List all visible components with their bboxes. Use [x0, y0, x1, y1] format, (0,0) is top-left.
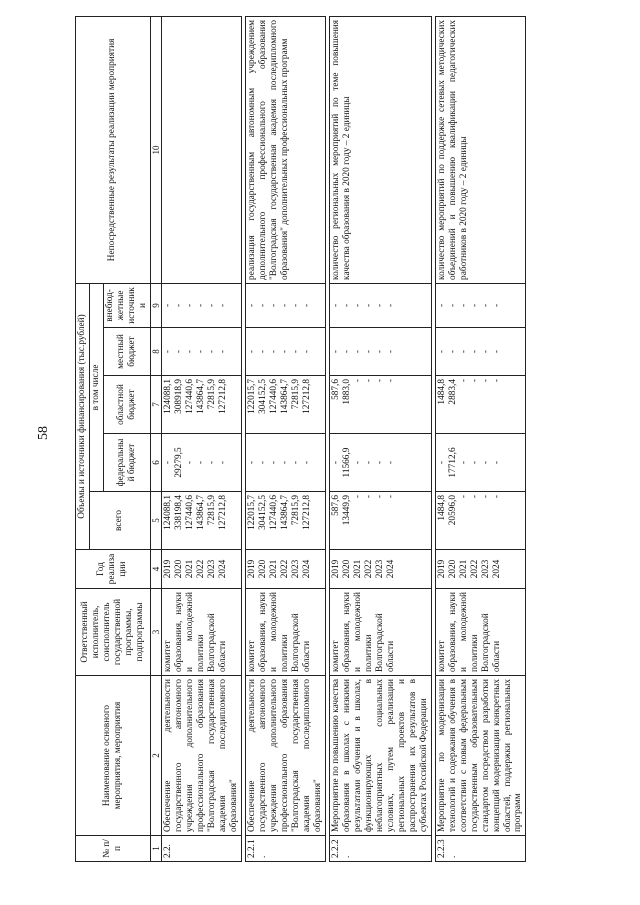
row-regional — [329, 376, 431, 434]
row-local-value: - — [469, 349, 480, 354]
row-regional-value: - — [469, 379, 480, 383]
table-row — [246, 16, 326, 861]
row-years-value: 2024 — [302, 559, 313, 579]
header-federal: федеральный бюджет — [103, 434, 150, 492]
row-regional — [435, 376, 526, 434]
row-result: количество мероприятий по поддержке сетевых методических объединений и повышению квалификации педагогических работников в 2020 году – 2 единицы — [435, 16, 526, 283]
row-regional-value: - — [385, 379, 396, 383]
row-responsible: комитет образования, науки и молодежной политики Волгоградской области — [329, 589, 431, 676]
row-federal-value: - — [385, 460, 396, 465]
row-regional-value: - — [458, 379, 469, 383]
row-regional-value: - — [480, 379, 491, 383]
row-extra — [329, 283, 431, 327]
row-responsible: комитет образования, науки и молодежной политики Волгоградской области — [246, 589, 326, 676]
row-regional-value: 124088,1 — [163, 379, 174, 414]
row-years-value: 2019 — [330, 559, 341, 579]
header-results: Непосредственные результаты реализации мероприятия — [76, 16, 151, 283]
row-years-value: 2023 — [480, 559, 491, 579]
row-local-value: - — [163, 349, 174, 354]
row-years-value: 2021 — [458, 559, 469, 579]
row-local-value: - — [247, 349, 258, 354]
row-federal-value: - — [436, 460, 447, 465]
row-extra-value: - — [269, 303, 280, 308]
row-federal-value: - — [207, 460, 218, 465]
row-local-value: - — [258, 349, 269, 354]
col-number: 2 — [150, 676, 162, 836]
row-local-value: - — [436, 349, 447, 354]
rotated-sheet — [75, 17, 610, 862]
row-regional-value: - — [374, 379, 385, 383]
row-local-value: - — [207, 349, 218, 354]
row-regional-value: 143864,7 — [196, 379, 207, 414]
row-federal — [435, 434, 526, 492]
row-total-value: 122015,7 — [247, 495, 258, 530]
row-name: Обеспечение деятельности государственного автономного учреждения дополнительного профессионального образования "Волгоградская государственная академия последипломного образования" — [246, 676, 326, 836]
row-extra-value: - — [280, 303, 291, 308]
row-regional-value: 72815,9 — [207, 379, 218, 410]
row-total-value: 72815,9 — [291, 495, 302, 526]
row-total-value: 304152,5 — [258, 495, 269, 530]
row-regional-value: 72815,9 — [291, 379, 302, 410]
row-local-value: - — [185, 349, 196, 354]
row-extra — [246, 283, 326, 327]
row-regional-value: - — [352, 379, 363, 383]
row-total — [435, 492, 526, 550]
row-local-value: - — [458, 349, 469, 354]
col-number: 7 — [150, 376, 162, 434]
row-years-value: 2022 — [363, 559, 374, 579]
table-row — [162, 16, 242, 861]
row-extra-value: - — [436, 303, 447, 308]
row-total — [329, 492, 431, 550]
row-result: количество региональных мероприятий по теме повышения качества образования в 2020 году – 2 единицы — [329, 16, 431, 283]
row-extra-value: - — [330, 303, 341, 308]
row-federal-value: 29279,5 — [174, 447, 185, 478]
row-regional-value: 1883,0 — [341, 379, 352, 405]
row-local-value: - — [480, 349, 491, 354]
row-regional-value: 2883,4 — [447, 379, 458, 405]
row-local-value: - — [385, 349, 396, 354]
column-number-row — [150, 16, 162, 861]
row-extra-value: - — [480, 303, 491, 308]
row-total — [162, 492, 242, 550]
row-regional-value: 127440,6 — [269, 379, 280, 414]
row-years — [162, 550, 242, 589]
row-extra-value: - — [447, 303, 458, 308]
row-years-value: 2021 — [352, 559, 363, 579]
row-federal-value: - — [302, 460, 313, 465]
row-extra-value: - — [163, 303, 174, 308]
row-federal-value: - — [247, 460, 258, 465]
row-regional-value: 1484,8 — [436, 379, 447, 405]
row-local-value: - — [352, 349, 363, 354]
row-extra-value: - — [341, 303, 352, 308]
row-local-value: - — [174, 349, 185, 354]
row-total-value: 143864,7 — [280, 495, 291, 530]
row-extra-value: - — [196, 303, 207, 308]
row-regional-value: 308918,9 — [174, 379, 185, 414]
row-local — [246, 328, 326, 376]
row-extra-value: - — [291, 303, 302, 308]
row-regional-value: 143864,7 — [280, 379, 291, 414]
row-local-value: - — [291, 349, 302, 354]
row-extra-value: - — [258, 303, 269, 308]
row-regional-value: 304152,5 — [258, 379, 269, 414]
row-local-value: - — [269, 349, 280, 354]
row-federal-value: - — [280, 460, 291, 465]
row-local-value: - — [280, 349, 291, 354]
row-local-value: - — [363, 349, 374, 354]
row-federal-value: 11566,9 — [341, 447, 352, 478]
row-years — [435, 550, 526, 589]
row-total-value: 338198,4 — [174, 495, 185, 530]
header-num: № п/п — [76, 836, 151, 862]
row-id: 2.2. — [162, 836, 242, 862]
row-years-value: 2024 — [385, 559, 396, 579]
row-total-value: 127212,8 — [302, 495, 313, 530]
col-number: 5 — [150, 492, 162, 550]
row-years-value: 2022 — [196, 559, 207, 579]
row-years — [246, 550, 326, 589]
row-total-value: 124088,1 — [163, 495, 174, 530]
row-responsible: комитет образования, науки и молодежной политики Волгоградской области — [162, 589, 242, 676]
row-extra-value: - — [374, 303, 385, 308]
row-responsible: комитет образования, науки и молодежной политики Волгоградской области — [435, 589, 526, 676]
row-regional-value: - — [491, 379, 502, 383]
row-total-value: - — [385, 495, 396, 499]
row-local-value: - — [302, 349, 313, 354]
row-local-value: - — [341, 349, 352, 354]
row-extra-value: - — [218, 303, 229, 308]
row-years-value: 2019 — [247, 559, 258, 579]
row-total-value: 127212,8 — [218, 495, 229, 530]
row-total-value: 1484,8 — [436, 495, 447, 521]
row-total-value: - — [352, 495, 363, 499]
row-extra-value: - — [207, 303, 218, 308]
row-total-value: - — [458, 495, 469, 499]
row-federal-value: - — [330, 460, 341, 465]
row-local-value: - — [196, 349, 207, 354]
row-years-value: 2022 — [469, 559, 480, 579]
funding-table — [75, 16, 526, 862]
row-total — [246, 492, 326, 550]
row-local-value: - — [447, 349, 458, 354]
row-local-value: - — [374, 349, 385, 354]
table-row — [329, 16, 431, 861]
row-extra-value: - — [363, 303, 374, 308]
row-federal — [162, 434, 242, 492]
row-regional — [246, 376, 326, 434]
row-years-value: 2020 — [447, 559, 458, 579]
row-federal-value: - — [352, 460, 363, 465]
row-years — [329, 550, 431, 589]
row-local-value: - — [330, 349, 341, 354]
row-total-value: 127440,6 — [269, 495, 280, 530]
row-years-value: 2021 — [185, 559, 196, 579]
col-number: 6 — [150, 434, 162, 492]
row-id: 2.2.1. — [246, 836, 326, 862]
row-regional-value: - — [363, 379, 374, 383]
row-federal-value: - — [469, 460, 480, 465]
row-years-value: 2024 — [491, 559, 502, 579]
row-extra-value: - — [458, 303, 469, 308]
row-regional-value: 127212,8 — [218, 379, 229, 414]
header-year: Год реализации — [76, 550, 151, 589]
row-local-value: - — [491, 349, 502, 354]
col-number: 4 — [150, 550, 162, 589]
col-number: 9 — [150, 283, 162, 327]
table-row — [435, 16, 526, 861]
row-years-value: 2023 — [207, 559, 218, 579]
header-name: Наименование основного мероприятия, мероприятия — [76, 676, 151, 836]
col-number: 1 — [150, 836, 162, 862]
row-federal-value: - — [458, 460, 469, 465]
header-regional: областной бюджет — [103, 376, 150, 434]
row-total-value: - — [374, 495, 385, 499]
row-extra-value: - — [352, 303, 363, 308]
row-years-value: 2019 — [163, 559, 174, 579]
row-total-value: - — [491, 495, 502, 499]
row-federal-value: - — [491, 460, 502, 465]
row-years-value: 2023 — [374, 559, 385, 579]
row-regional — [162, 376, 242, 434]
header-local: местный бюджет — [103, 328, 150, 376]
row-federal-value: - — [291, 460, 302, 465]
row-federal-value: - — [363, 460, 374, 465]
row-id: 2.2.2. — [329, 836, 431, 862]
row-extra-value: - — [185, 303, 196, 308]
row-years-value: 2020 — [174, 559, 185, 579]
row-years-value: 2023 — [291, 559, 302, 579]
row-extra-value: - — [385, 303, 396, 308]
row-years-value: 2020 — [341, 559, 352, 579]
row-id: 2.2.3. — [435, 836, 526, 862]
row-federal-value: - — [374, 460, 385, 465]
row-regional-value: 587,6 — [330, 379, 341, 400]
row-years-value: 2024 — [218, 559, 229, 579]
row-years-value: 2020 — [258, 559, 269, 579]
row-federal-value: 17712,6 — [447, 447, 458, 478]
row-total-value: 20596,0 — [447, 495, 458, 526]
col-number: 8 — [150, 328, 162, 376]
row-extra-value: - — [247, 303, 258, 308]
row-extra-value: - — [174, 303, 185, 308]
row-extra — [435, 283, 526, 327]
row-extra-value: - — [491, 303, 502, 308]
row-total-value: 13449,9 — [341, 495, 352, 526]
row-total-value: 143864,7 — [196, 495, 207, 530]
page-number: 58 — [36, 426, 51, 440]
row-total-value: - — [469, 495, 480, 499]
row-federal-value: - — [269, 460, 280, 465]
row-total-value: 72815,9 — [207, 495, 218, 526]
header-responsible: Ответственный исполнитель, соисполнитель государственной программы, подпрограммы — [76, 589, 151, 676]
row-federal-value: - — [480, 460, 491, 465]
header-incl: в том числе — [89, 283, 103, 491]
row-regional-value: 127212,8 — [302, 379, 313, 414]
col-number: 3 — [150, 589, 162, 676]
row-federal-value: - — [163, 460, 174, 465]
row-federal-value: - — [258, 460, 269, 465]
row-total-value: - — [363, 495, 374, 499]
row-federal-value: - — [185, 460, 196, 465]
col-number: 10 — [150, 16, 162, 283]
row-local — [329, 328, 431, 376]
row-extra — [162, 283, 242, 327]
header-funding: Объемы и источники финансирования (тыс.рублей) — [76, 283, 90, 549]
row-local-value: - — [218, 349, 229, 354]
row-years-value: 2021 — [269, 559, 280, 579]
row-name: Мероприятие по повышению качества образования в школах с низкими результатами обучения и в школах, функционирующих в неблагоприятных социальных условиях, путем реализации региональных проектов и распространения их результатов в субъектах Российской Федерации — [329, 676, 431, 836]
row-result — [162, 16, 242, 283]
row-total-value: 127440,6 — [185, 495, 196, 530]
row-total-value: - — [480, 495, 491, 499]
row-regional-value: 122015,7 — [247, 379, 258, 414]
row-result: реализация государственным автономным учреждением дополнительного профессионального образования "Волгоградская государственная академия последипломного образования" дополнительных профессиональных программ — [246, 16, 326, 283]
row-federal-value: - — [196, 460, 207, 465]
row-federal — [329, 434, 431, 492]
row-federal — [246, 434, 326, 492]
row-years-value: 2022 — [280, 559, 291, 579]
row-local — [162, 328, 242, 376]
row-regional-value: 127440,6 — [185, 379, 196, 414]
row-federal-value: - — [218, 460, 229, 465]
row-extra-value: - — [302, 303, 313, 308]
row-local — [435, 328, 526, 376]
header-extra: внебюд-жетные источники — [103, 283, 150, 327]
row-years-value: 2019 — [436, 559, 447, 579]
row-extra-value: - — [469, 303, 480, 308]
row-total-value: 587,6 — [330, 495, 341, 516]
row-name: Мероприятие по модернизации технологий и содержания обучения в соответствии с новым федеральным государственным образовательным стандартом посредством разработки концепций модернизации конкретных областей, поддержки региональных программ — [435, 676, 526, 836]
row-name: Обеспечение деятельности государственного автономного учреждения дополнительного профессионального образования "Волгоградская государственная академия последипломного образования" — [162, 676, 242, 836]
header-total: всего — [89, 492, 150, 550]
